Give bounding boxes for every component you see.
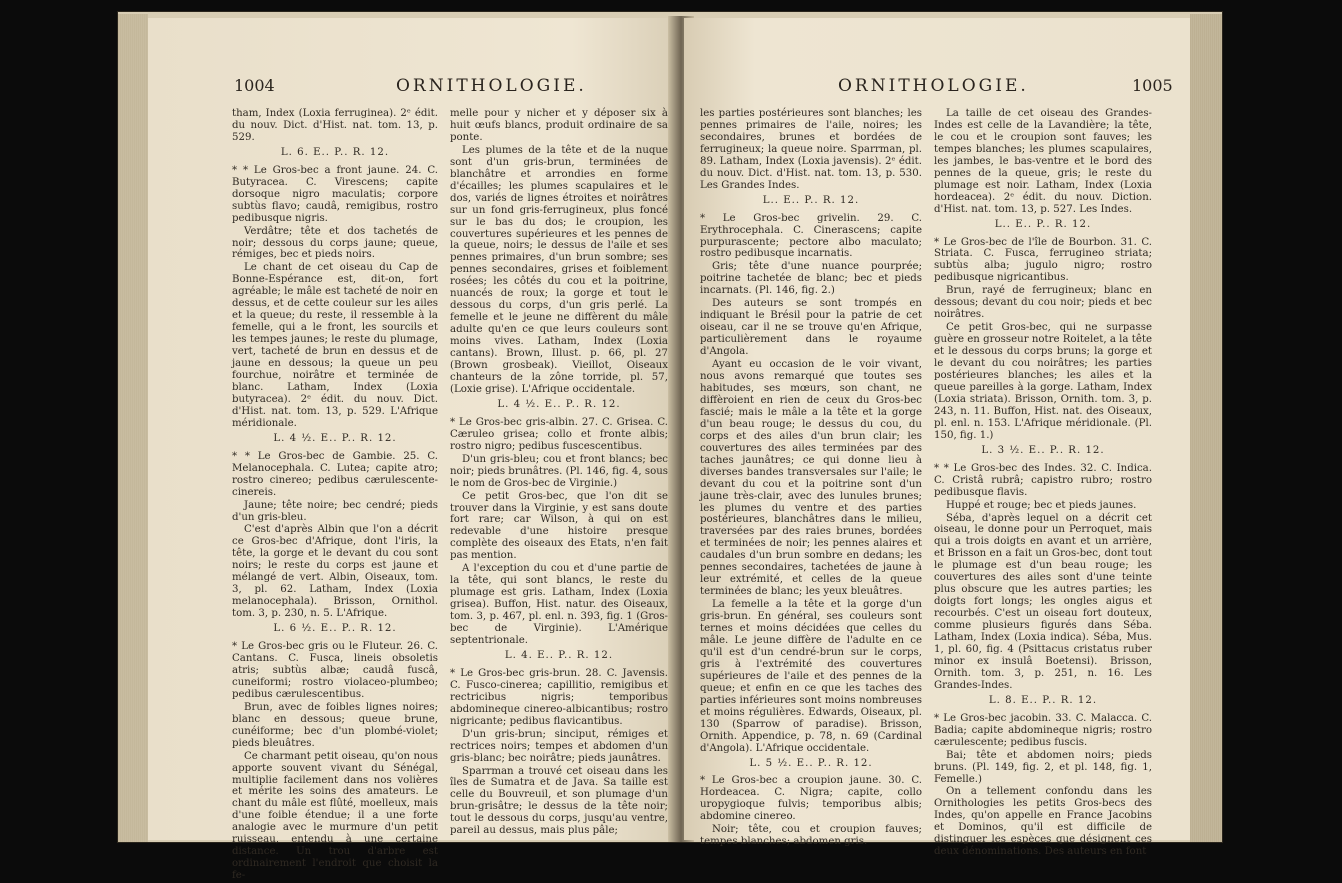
paragraph: La taille de cet oiseau des Grandes-Indes est celle de la Lavandière; la tête, le cou et le croupion sont fauves; les tempes blanches; les plumes scapulaires, les jambes, le bas-ventre et le bord des pennes de la queue, gris; le reste du plumage est noir. Latham, Index (Loxia hordeacea). 2ᵉ édit. du nouv. Diction. d'Hist. nat. tom. 13, p. 527. Les Indes. xyxy=(934,108,1152,215)
measurement-line: L.. E.. P.. R. 12. xyxy=(762,194,860,206)
measurement-line: L. 4. E.. P.. R. 12. xyxy=(504,649,614,661)
entry-heading: * * Le Gros-bec a front jaune. 24. C. Butyracea. C. Virescens; capite dorsoque nigro maculatis; corpore subtùs flavo; caudâ, remigibus, rostro pedibusque nigris. xyxy=(232,164,438,224)
measurement-line: L.. E.. P.. R. 12. xyxy=(994,218,1092,230)
paragraph: Noir; tête, cou et croupion fauves; tempes blanches; abdomen gris. xyxy=(700,824,922,848)
entry-heading: * Le Gros-bec jacobin. 33. C. Malacca. C. Badia; capite abdomineque nigris; rostro cærulescente; pedibus fuscis. xyxy=(934,712,1152,748)
paragraph: Huppé et rouge; bec et pieds jaunes. xyxy=(946,499,1137,511)
entry-heading: * Le Gros-bec a croupion jaune. 30. C. Hordeacea. C. Nigra; capite, collo uropygioque fulvis; temporibus albis; abdomine cinereo. xyxy=(700,775,922,823)
entry-heading: * Le Gros-bec gris-albin. 27. C. Grisea. C. Cæruleo grisea; collo et fronte albis; rostro nigro; pedibus fuscescentibus. xyxy=(450,416,668,452)
paragraph: D'un gris-bleu; cou et front blancs; bec noir; pieds brunâtres. (Pl. 146, fig. 4, sous le nom de Gros-bec de Virginie.) xyxy=(450,453,668,489)
measurement-line: L. 5 ½. E.. P.. R. 12. xyxy=(749,757,873,769)
page-number-left: 1004 xyxy=(234,76,275,95)
measurement-line: L. 6 ½. E.. P.. R. 12. xyxy=(273,623,397,635)
paragraph: Des auteurs se sont trompés en indiquant le Brésil pour la patrie de cet oiseau, car il ne se trouve qu'en Afrique, particulièrement dans le royaume d'Angola. xyxy=(700,298,922,358)
paragraph: Verdâtre; tête et dos tachetés de noir; dessous du corps jaune; queue, rémiges, bec et pieds noirs. xyxy=(232,225,438,261)
running-head-left: ORNITHOLOGIE. xyxy=(396,76,587,96)
entry-heading: * Le Gros-bec gris-brun. 28. C. Javensis. C. Fusco-cinerea; capillitio, remigibus et rectricibus nigris; temporibus abdomineque cinereo-albicantibus; rostro nigricante; pedibus flavicantibus. xyxy=(450,667,668,727)
entry-heading: * * Le Gros-bec de Gambie. 25. C. Melanocephala. C. Lutea; capite atro; rostro cinereo; pedibus cærulescente-cinereis. xyxy=(232,450,438,498)
paragraph: Bai; tête et abdomen noirs; pieds bruns. (Pl. 149, fig. 2, et pl. 148, fig. 1, Femelle.) xyxy=(934,749,1152,785)
paragraph: D'un gris-brun; sinciput, rémiges et rectrices noirs; tempes et abdomen d'un gris-blanc; bec noirâtre; pieds jaunâtres. xyxy=(450,728,668,764)
measurement-line: L. 8. E.. P.. R. 12. xyxy=(988,694,1098,706)
paragraph: Le chant de cet oiseau du Cap de Bonne-Espérance est, dit-on, fort agréable; le mâle est tacheté de noir en dessus, et de cette couleur sur les ailes et la queue; du reste, il ressemble à la femelle, qui a le front, les sourcils et les tempes jaunes; le reste du plumage, vert, tacheté de brun en dessus et de jaune en dessous; la queue un peu fourchue, noirâtre et terminée de blanc. Latham, Index (Loxia butyracea). 2ᵉ édit. du nouv. Dict. d'Hist. nat. tom. 13, p. 529. L'Afrique méridionale. xyxy=(232,262,438,429)
paragraph: Gris; tête d'une nuance pourprée; poitrine tachetée de blanc; bec et pieds incarnats. (Pl. 146, fig. 2.) xyxy=(700,261,922,297)
right-col-1 xyxy=(700,108,922,849)
paragraph: Ce petit Gros-bec, qui ne surpasse guère en grosseur notre Roitelet, a la tête et le dessous du corps bruns; la gorge et le devant du cou noirâtres; les parties postérieures blanches; les ailes et la queue pareilles à la gorge. Latham, Index (Loxia striata). Brisson, Ornith. tom. 3, p. 243, n. 11. Buffon, Hist. nat. des Oiseaux, pl. enl. n. 153. L'Afrique méridionale. (Pl. 150, fig. 1.) xyxy=(934,322,1152,441)
paragraph: Les plumes de la tête et de la nuque sont d'un gris-brun, terminées de blanchâtre et arrondies en forme d'écailles; les plumes scapulaires et le dos, variés de lignes étroites et noirâtres sur un fond gris-ferrugineux, plus foncé sur le bas du dos; le croupion, les couvertures supérieures et les pennes de la queue, noirs; le dessus de l'aile et ses pennes primaires, d'un brun sombre; ses pennes secondaires, grises et foiblement rosées; les côtés du cou et la poitrine, nuancés de roux; la gorge et tout le dessous du corps, d'un gris perlé. La femelle et le jeune ne diffèrent du mâle adulte qu'en ce que leurs couleurs sont moins vives. Latham, Index (Loxia cantans). Brown, Illust. p. 66, pl. 27 (Brown grosbeak). Vieillot, Oiseaux chanteurs de la zône torride, pl. 57, (Loxie grise). L'Afrique occidentale. xyxy=(450,144,668,395)
page-number-right: 1005 xyxy=(1132,76,1173,95)
right-page xyxy=(684,18,1190,858)
paragraph: Jaune; tête noire; bec cendré; pieds d'un gris-bleu. xyxy=(232,499,438,523)
running-head-right: ORNITHOLOGIE. xyxy=(838,76,1029,96)
paragraph: Ayant eu occasion de le voir vivant, nous avons remarqué que toutes ses habitudes, ses mœurs, son chant, ne diffèroient en rien de ceux du Gros-bec fascié; mais le mâle a la tête et la gorge d'un beau rouge; le dessus du cou, du corps et des ailes d'un brun clair; les couvertures des ailes terminées par des taches jaunâtres; ce qui donne lieu à diverses bandes transversales sur l'aile; le devant du cou et la poitrine sont d'un jaune très-clair, avec des lunules brunes; les plumes du ventre et des parties postérieures, blanchâtres dans le milieu, traversées par des raies brunes, bordées et terminées de noir; les pennes alaires et caudales d'un brun sombre en dedans; les pennes secondaires, tachetées de jaune à leur extrémité, et celles de la queue terminées de blanc; les yeux bleuâtres. xyxy=(700,359,922,598)
paragraph: Séba, d'après lequel on a décrit cet oiseau, le donne pour un Perroquet, mais qui a trois doigts en avant et un arrière, et Brisson en a fait un Gros-bec, dont tout le plumage est d'un beau rouge; les couvertures des ailes sont d'une teinte plus obscure que les autres parties; les doigts fort longs; les ongles aigus et recourbés. C'est un oiseau fort douteux, comme plusieurs figurés dans Séba. Latham, Index (Loxia indica). Séba, Mus. 1, pl. 60, fig. 4 (Psittacus cristatus ruber minor ex insulâ Boetensi). Brisson, Ornith. tom. 3, p. 251, n. 16. Les Grandes-Indes. xyxy=(934,512,1152,691)
paragraph: Brun, avec de foibles lignes noires; blanc en dessous; queue brune, cunéiforme; bec d'un plombé-violet; pieds bleuâtres. xyxy=(232,701,438,749)
paragraph: Ce petit Gros-bec, que l'on dit se trouver dans la Virginie, y est sans doute fort rare; car Wilson, à qui on est redevable d'une histoire presque complète des oiseaux des Etats, n'en fait pas mention. xyxy=(450,490,668,562)
entry-heading: * Le Gros-bec grivelin. 29. C. Erythrocephala. C. Cinerascens; capite purpurascente; pectore albo maculato; rostro pedibusque incarnatis. xyxy=(700,212,922,260)
measurement-line: L. 4 ½. E.. P.. R. 12. xyxy=(497,398,621,410)
entry-heading: * Le Gros-bec de l'île de Bourbon. 31. C. Striata. C. Fusca, ferrugineo striata; subtùs alba; jugulo nigro; rostro pedibusque nigricantibus. xyxy=(934,236,1152,284)
entry-heading: * * Le Gros-bec des Indes. 32. C. Indica. C. Cristâ rubrâ; capistro rubro; rostro pedibusque flavis. xyxy=(934,462,1152,498)
entry-heading: * Le Gros-bec gris ou le Fluteur. 26. C. Cantans. C. Fusca, lineis obsoletis atris; subtùs albæ; caudâ fuscâ, cuneiformi; rostro violaceo-plumbeo; pedibus cærulescentibus. xyxy=(232,641,438,700)
left-col-1 xyxy=(232,108,438,883)
paragraph: Sparrman a trouvé cet oiseau dans les îles de Sumatra et de Java. Sa taille est celle du Bouvreuil, et son plumage d'un brun-grisâtre; le dessus de la tête noir; tout le dessous du corps, jusqu'au ventre, pareil au dessus, mais plus pâle; xyxy=(450,765,668,837)
left-page xyxy=(148,18,678,882)
page-edges-left xyxy=(118,14,148,842)
paragraph: On a tellement confondu dans les Ornithologies les petits Gros-becs des Indes, qu'on appelle en France Jacobins et Dominos, qu'il est difficile de distinguer les espèces que désignent ces deux dénominations. Des auteurs en font xyxy=(934,786,1152,858)
paragraph: La femelle a la tête et la gorge d'un gris-brun. En général, ses couleurs sont ternes et moins décidées que celles du mâle. Le jeune diffère de l'adulte en ce qu'il est d'un cendré-brun sur le corps, gris à l'extrémité des couvertures supérieures de l'aile et des pennes de la queue; et enfin en ce que les taches des parties inférieures sont moins nombreuses et moins régulières. Edwards, Oiseaux, pl. 130 (Sparrow of paradise). Brisson, Ornith. Appendice, p. 78, n. 69 (Cardinal d'Angola). L'Afrique occidentale. xyxy=(700,599,922,754)
paragraph: les parties postérieures sont blanches; les pennes primaires de l'aile, noires; les secondaires, brunes et bordées de ferrugineux; la queue noire. Sparrman, pl. 89. Latham, Index (Loxia javensis). 2ᵉ édit. du nouv. Dict. d'Hist. nat. tom. 13, p. 530. Les Grandes Indes. xyxy=(700,108,922,191)
paragraph: Brun, rayé de ferrugineux; blanc en dessous; devant du cou noir; pieds et bec noirâtres. xyxy=(934,285,1152,321)
paragraph: melle pour y nicher et y déposer six à huit œufs blancs, produit ordinaire de sa ponte. xyxy=(450,108,668,143)
page-edges-right xyxy=(1190,14,1222,842)
measurement-line: L. 3 ½. E.. P.. R. 12. xyxy=(981,444,1105,456)
paragraph: A l'exception du cou et d'une partie de la tête, qui sont blancs, le reste du plumage est gris. Latham, Index (Loxia grisea). Buffon, Hist. natur. des Oiseaux, tom. 3, p. 467, pl. enl. n. 393, fig. 1 (Gros-bec de Virginie). L'Amérique septentrionale. xyxy=(450,563,668,646)
right-col-2 xyxy=(934,108,1152,859)
left-col-2 xyxy=(450,108,668,838)
paragraph: tham, Index (Loxia ferruginea). 2ᵉ édit. du nouv. Dict. d'Hist. nat. tom. 13, p. 529. xyxy=(232,108,438,143)
paragraph: C'est d'après Albin que l'on a décrit ce Gros-bec d'Afrique, dont l'iris, la tête, la gorge et le devant du cou sont noirs; le reste du corps est jaune et mélangé de vert. Albin, Oiseaux, tom. 3, pl. 62. Latham, Index (Loxia melanocephala). Brisson, Ornithol. tom. 3, p. 230, n. 5. L'Afrique. xyxy=(232,524,438,620)
paragraph: Ce charmant petit oiseau, qu'on nous apporte souvent vivant du Sénégal, multiplie facilement dans nos volières et mérite les soins des amateurs. Le chant du mâle est flûté, moelleux, mais d'une foible étendue; il a une forte analogie avec le murmure d'un petit ruisseau, entendu à une certaine distance. Un trou d'arbre est ordinairement l'endroit que choisit la fe- xyxy=(232,750,438,882)
measurement-line: L. 6. E.. P.. R. 12. xyxy=(280,146,390,158)
measurement-line: L. 4 ½. E.. P.. R. 12. xyxy=(273,432,397,444)
